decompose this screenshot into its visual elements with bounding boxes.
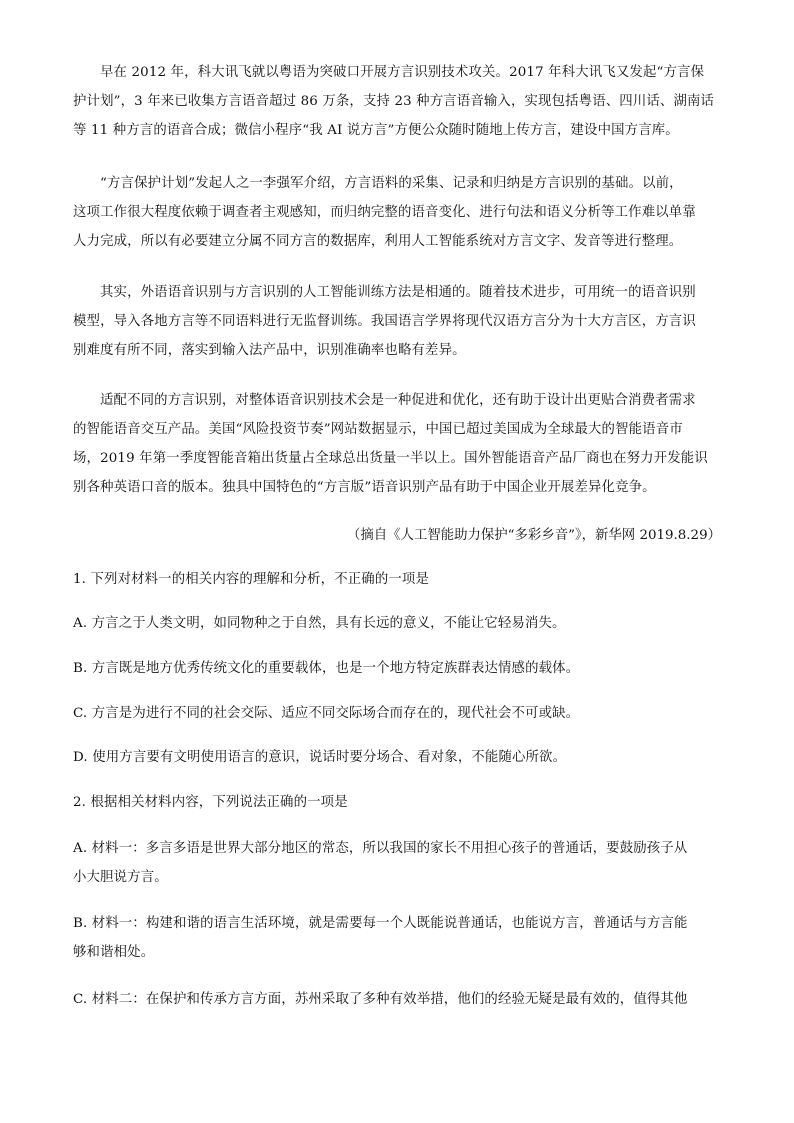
question-2-stem xyxy=(73,788,721,817)
option-line: D. 使用方言要有文明使用语言的意识，说话时要分场合、看对象，不能随心所欲。 xyxy=(73,750,567,765)
article-paragraph-3 xyxy=(73,278,721,365)
question-1-stem xyxy=(73,565,721,594)
option-line: A. 材料一：多言多语是世界大部分地区的常态，所以我国的家长不用担心孩子的普通话，要鼓励孩子从 xyxy=(73,841,688,856)
option-line: C. 方言是为进行不同的社会交际、适应不同交际场合而存在的，现代社会不可或缺。 xyxy=(73,706,580,721)
question-2-option-c xyxy=(73,985,721,1014)
article-paragraph-2 xyxy=(73,169,721,256)
question-stem: 2. 根据相关材料内容，下列说法正确的一项是 xyxy=(73,795,348,810)
paragraph-line: 人力完成，所以有必要建立分属不同方言的数据库，利用人工智能系统对方言文字、发音等进行整理。 xyxy=(73,234,683,249)
question-1-option-c xyxy=(73,699,721,728)
option-line: C. 材料二：在保护和传承方言方面，苏州采取了多种有效举措，他们的经验无疑是最有效的，值得其他 xyxy=(73,992,688,1007)
paragraph-line: “方言保护计划”发起人之一李强军介绍，方言语料的采集、记录和归纳是方言识别的基础。以前， xyxy=(100,176,683,191)
article-source-citation: （摘自《人工智能助力保护“多彩乡音”》，新华网 2019.8.29） xyxy=(347,528,721,543)
paragraph-line: 别各种英语口音的版本。独具中国特色的“方言版”语音识别产品有助于中国企业开展差异化竞争。 xyxy=(73,480,656,495)
paragraph-line: 场，2019 年第一季度智能音箱出货量占全球总出货量一半以上。国外智能语音产品厂商也在努力开发能识 xyxy=(73,451,708,466)
paragraph-line: 其实，外语语音识别与方言识别的人工智能训练方法是相通的。随着技术进步，可用统一的语音识别 xyxy=(100,285,696,300)
paragraph-line: 护计划”，3 年来已收集方言语音超过 86 万条，支持 23 种方言语音输入，实现包括粤语、四川话、湖南话 xyxy=(73,94,715,109)
question-2-option-a xyxy=(73,834,721,892)
option-line: B. 方言既是地方优秀传统文化的重要载体，也是一个地方特定族群表达情感的载体。 xyxy=(73,661,580,676)
paragraph-line: 早在 2012 年，科大讯飞就以粤语为突破口开展方言识别技术攻关。2017 年科大讯飞又发起“方言保 xyxy=(100,65,705,80)
article-paragraph-1 xyxy=(73,58,721,145)
paragraph-line: 的智能语音交互产品。美国“风险投资节奏”网站数据显示，中国已超过美国成为全球最大的智能语音市 xyxy=(73,422,683,437)
option-line: 小大胆说方言。 xyxy=(73,870,168,885)
paragraph-line: 模型，导入各地方言等不同语料进行无监督训练。我国语言学界将现代汉语方言分为十大方言区，方言识 xyxy=(73,314,696,329)
paragraph-line: 适配不同的方言识别，对整体语音识别技术会是一种促进和优化，还有助于设计出更贴合消费者需求 xyxy=(100,393,696,408)
option-line: B. 材料一：构建和谐的语言生活环境，就是需要每一个人既能说普通话，也能说方言，普通话与方言能 xyxy=(73,916,688,931)
paragraph-line: 等 11 种方言的语音合成；微信小程序“我 AI 说方言”方便公众随时随地上传方言，建设中国方言库。 xyxy=(73,123,679,138)
question-1-option-b xyxy=(73,654,721,683)
question-stem: 1. 下列对材料一的相关内容的理解和分析，不正确的一项是 xyxy=(73,572,429,587)
option-line: 够和谐相处。 xyxy=(73,945,155,960)
paragraph-line: 这项工作很大程度依赖于调查者主观感知，而归纳完整的语音变化、进行句法和语义分析等工作难以单靠 xyxy=(73,205,696,220)
paragraph-line: 别难度有所不同，落实到输入法产品中，识别准确率也略有差异。 xyxy=(73,343,466,358)
option-line: A. 方言之于人类文明，如同物种之于自然，具有长远的意义，不能让它轻易消失。 xyxy=(73,616,566,631)
article-paragraph-4 xyxy=(73,386,721,502)
question-1-option-a xyxy=(73,609,721,638)
question-1-option-d xyxy=(73,743,721,772)
question-2-option-b xyxy=(73,909,721,967)
